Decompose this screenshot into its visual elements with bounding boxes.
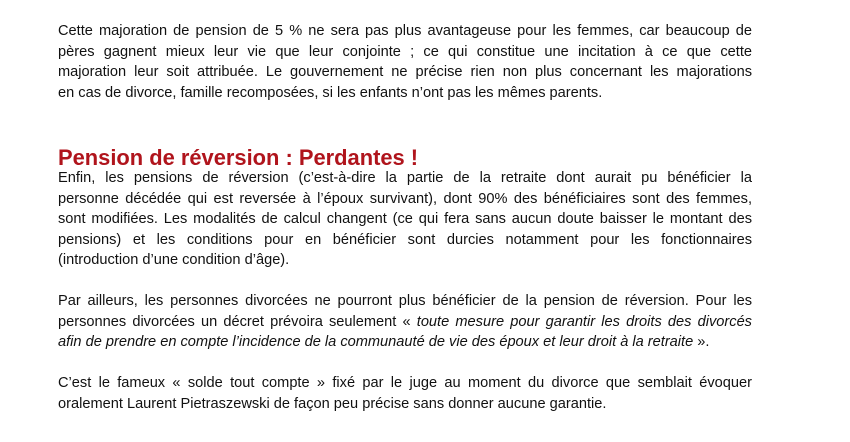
text-line: pères gagnent mieux leur vie que leur conjointe ; ce qui constitue une incitation à ce que cette [58, 43, 752, 60]
quote-text: afin de prendre en compte l’incidence de la communauté de vie des époux et leur droit à la retraite [58, 334, 694, 350]
text-line: pensions) et les conditions pour en bénéficier sont durcies notamment pour les fonctionnaires [58, 231, 752, 248]
paragraph-majoration [58, 21, 752, 103]
text-line: Par ailleurs, les personnes divorcées ne pourront plus bénéficier de la pension de réversion. Pour les [58, 293, 752, 309]
text-line: Cette majoration de pension de 5 % ne sera pas plus avantageuse pour les femmes, car beaucoup de [58, 23, 752, 39]
paragraph-divorcees [58, 291, 752, 353]
text-line: oralement Laurent Pietraszewski de façon peu précise sans donner aucune garantie. [58, 395, 607, 412]
text-segment: personnes divorcées un décret prévoira seulement « [58, 313, 417, 330]
text-line: sont modifiées. Les modalités de calcul changent (ce qui fera sans aucun doute baisser le montant des [58, 211, 752, 227]
paragraph-solde-tout-compte [58, 373, 752, 414]
text-line [58, 332, 752, 353]
text-line: personne décédée qui est reversée à l’époux survivant), dont 90% des bénéficiaires sont des femmes, [58, 190, 752, 207]
text-line [58, 312, 752, 333]
paragraph-reversion [58, 168, 752, 271]
text-line: (introduction d’une condition d’âge). [58, 252, 290, 268]
quote-text: toute mesure pour garantir les droits des divorcés [416, 313, 752, 330]
text-line: en cas de divorce, famille recomposées, si les enfants n’ont pas les mêmes parents. [58, 84, 603, 101]
section-heading: Pension de réversion : Perdantes ! [58, 145, 419, 170]
text-line: C’est le fameux « solde tout compte » fixé par le juge au moment du divorce que semblait évoquer [58, 375, 752, 391]
text-line: majoration leur soit attribuée. Le gouvernement ne précise rien non plus concernant les majorations [58, 64, 752, 80]
text-line: Enfin, les pensions de réversion (c’est-à-dire la partie de la retraite dont aurait pu bénéficier la [58, 170, 752, 186]
text-segment: ». [693, 334, 710, 350]
